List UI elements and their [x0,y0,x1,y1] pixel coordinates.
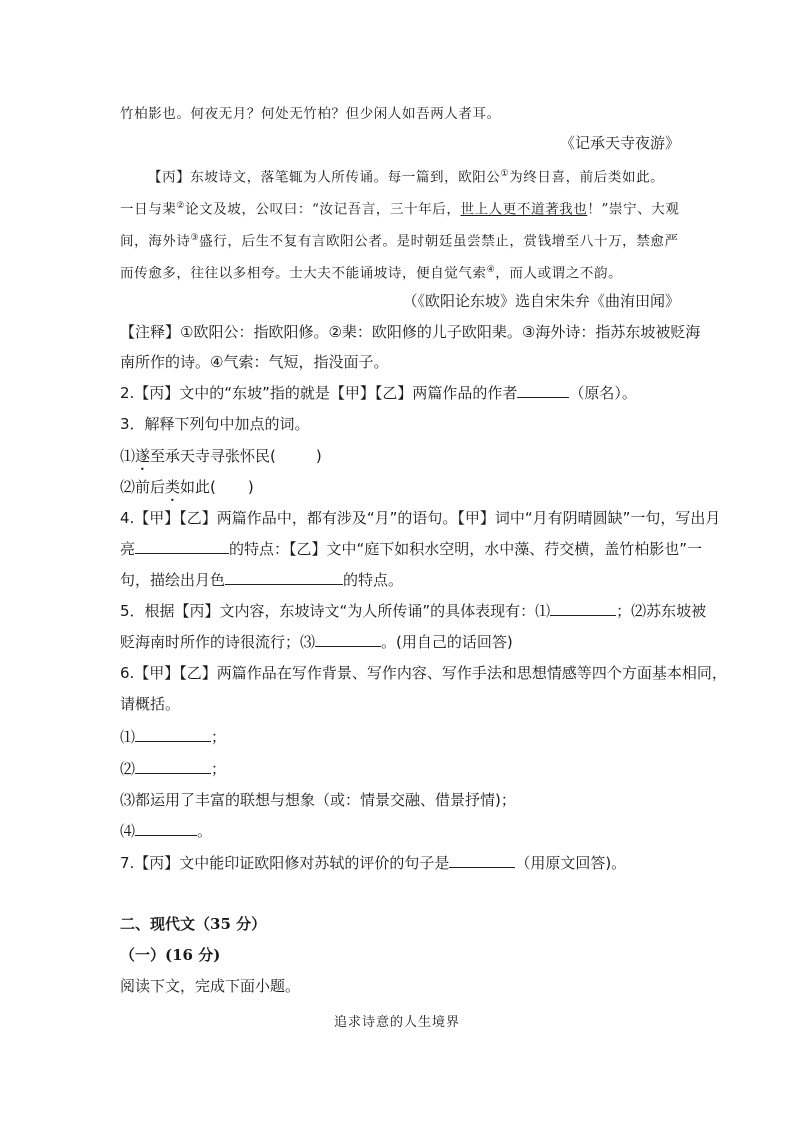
answer-blank[interactable] [315,632,381,647]
annotation-line-2: 南所作的诗。④气索：气短，指没面子。 [120,353,389,371]
question-6-4: ⑷ 。 [120,822,213,840]
passage-bing-line-1: 【丙】东坡诗文，落笔辄为人所传诵。每一篇到，欧阳公①为终日喜，前后类如此。 [148,169,665,186]
answer-blank[interactable] [550,601,616,616]
dotted-word: 遂 [135,447,151,465]
annotation-line-1: 【注释】①欧阳公：指欧阳修。②棐：欧阳修的儿子欧阳棐。③海外诗：指苏东坡被贬海 [120,323,701,341]
reading-instruction: 阅读下文，完成下面小题。 [120,977,301,995]
dotted-word: 类 [165,478,181,496]
question-4-line-2: 亮 的特点：【乙】文中“庭下如积水空明，水中藻、荇交横，盖竹柏影也”一 [120,540,703,558]
answer-blank[interactable] [517,383,569,398]
answer-blank[interactable] [225,570,343,585]
passage-yi-last-line: 竹柏影也。何夜无月？何处无竹柏？但少闲人如吾两人者耳。 [120,106,501,122]
question-6-line-2: 请概括。 [120,695,181,713]
answer-blank[interactable] [449,853,515,868]
question-6-2: ⑵ ； [120,760,227,778]
underlined-sentence: 世上人更不道著我也 [460,201,588,218]
question-3: 3．解释下列句中加点的词。 [120,415,310,433]
question-7: 7.【丙】文中能印证欧阳修对苏轼的评价的句子是 （用原文回答)。 [120,854,627,872]
section-heading: 二、现代文（35 分） [120,915,267,933]
article-title: 追求诗意的人生境界 [333,1015,460,1030]
passage-bing-line-3: 间，海外诗③盛行，后生不复有言欧阳公者。是时朝廷虽尝禁止，赏钱增至八十万，禁愈严 [120,233,679,250]
passage-bing-line-2: 一日与棐②论文及坡，公叹曰：“汝记吾言，三十年后，世上人更不道著我也！”崇宁、大观 [120,201,680,218]
question-5-line-2: 贬海南时所作的诗很流行；⑶ 。(用自己的话回答) [120,633,513,651]
answer-blank[interactable] [135,759,211,774]
answer-blank[interactable] [135,821,197,836]
question-6-1: ⑴ ； [120,728,227,746]
question-4-line-3: 句，描绘出月色 的特点。 [120,571,404,589]
answer-blank[interactable] [135,539,229,554]
part-heading: （一）(16 分) [120,946,221,964]
source-bing: （《欧阳论东坡》选自宋朱弁《曲洧田闻》 [402,292,680,310]
question-5-line-1: 5．根据【丙】文内容，东坡诗文“为人所传诵”的具体表现有：⑴ ；⑵苏东坡被 [120,602,707,620]
question-4-line-1: 4.【甲】【乙】两篇作品中，都有涉及“月”的语句。【甲】词中“月有阴晴圆缺”一句，写出月 [120,509,721,527]
question-6-3: ⑶都运用了丰富的联想与想象（或：情景交融、借景抒情)； [120,791,516,809]
passage-bing-line-4: 而传愈多，往往以多相夸。士大夫不能诵坡诗，便自觉气索④，而人或谓之不韵。 [120,265,623,282]
question-3-2: ⑵前后类如此( ) [120,478,254,496]
source-yi: 《记承天寺夜游》 [559,134,680,152]
answer-blank[interactable] [135,727,211,742]
question-6-line-1: 6.【甲】【乙】两篇作品在写作背景、写作内容、写作手法和思想情感等四个方面基本相同， [120,664,727,682]
question-2: 2.【丙】文中的“东坡”指的就是【甲】【乙】两篇作品的作者 （原名）。 [120,384,637,402]
question-3-1: ⑴遂至承天寺寻张怀民( ) [120,447,322,465]
